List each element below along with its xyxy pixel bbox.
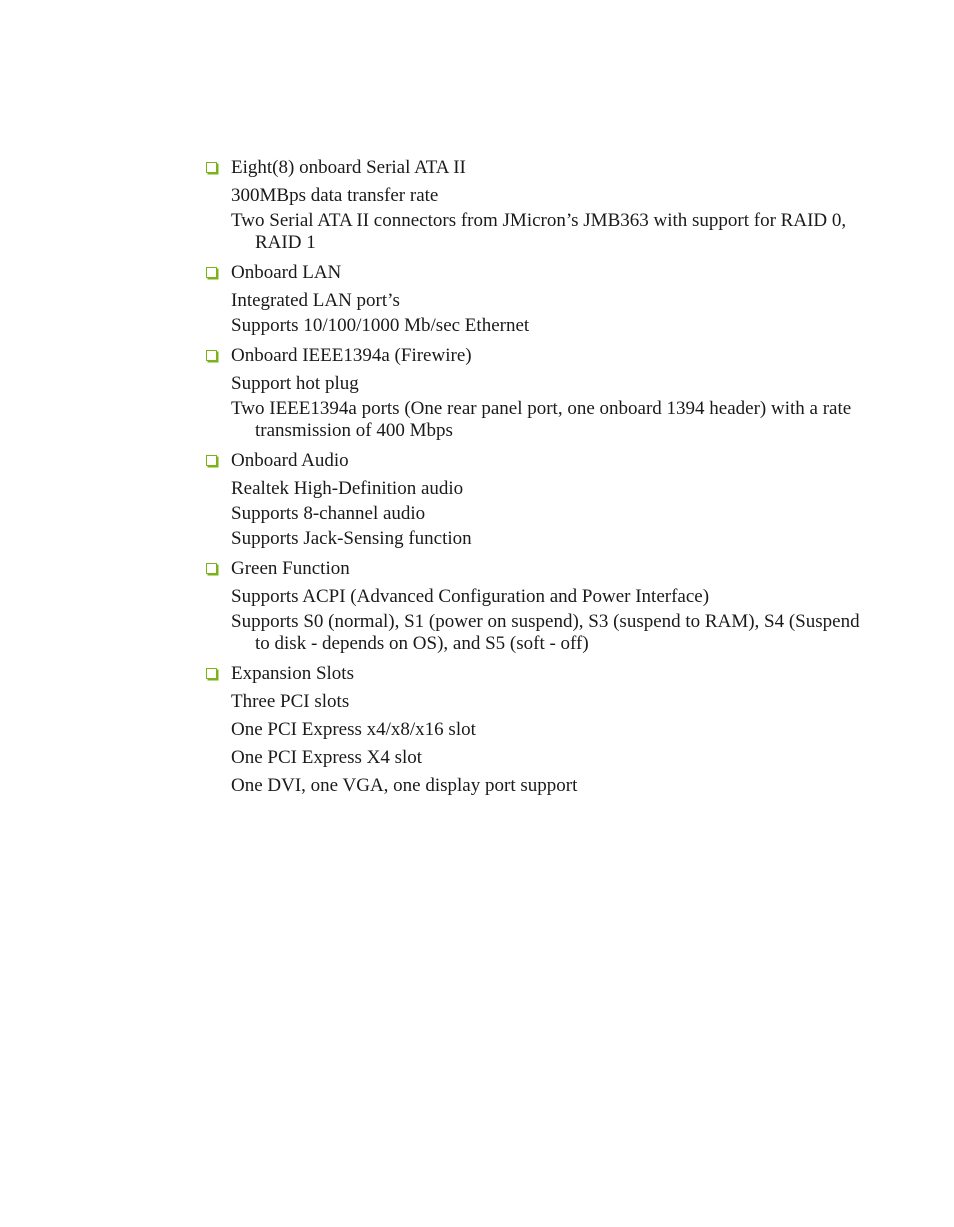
checkbox-square-icon bbox=[206, 455, 217, 466]
list-item: Supports S0 (normal), S1 (power on suspend), S3 (suspend to RAM), S4 (Suspend to disk - depends on OS), and S5 (soft - off) bbox=[231, 611, 860, 654]
list-item: Supports 8-channel audio bbox=[231, 503, 426, 524]
list-item: Two Serial ATA II connectors from JMicron’s JMB363 with support for RAID 0, RAID 1 bbox=[231, 210, 847, 253]
list-item: Realtek High-Definition audio bbox=[231, 478, 464, 499]
list-item: Three PCI slots bbox=[231, 691, 350, 712]
section-title: Onboard Audio bbox=[231, 450, 349, 471]
section-title: Green Function bbox=[231, 558, 350, 579]
sub-list bbox=[206, 185, 866, 254]
sub-list bbox=[206, 691, 866, 797]
section-serial-ata bbox=[206, 156, 866, 254]
section-title: Onboard IEEE1394a (Firewire) bbox=[231, 345, 472, 366]
sub-list bbox=[206, 290, 866, 337]
list-item: Two IEEE1394a ports (One rear panel port, one onboard 1394 header) with a rate transmission of 400 Mbps bbox=[231, 398, 852, 441]
section-heading bbox=[206, 662, 866, 686]
list-item: One DVI, one VGA, one display port support bbox=[231, 775, 578, 796]
section-heading bbox=[206, 449, 866, 473]
list-item: Supports Jack-Sensing function bbox=[231, 528, 472, 549]
section-title: Expansion Slots bbox=[231, 663, 354, 684]
checkbox-square-icon bbox=[206, 162, 217, 173]
list-item: One PCI Express X4 slot bbox=[231, 747, 423, 768]
list-item: Supports 10/100/1000 Mb/sec Ethernet bbox=[231, 315, 530, 336]
section-expansion-slots bbox=[206, 662, 866, 797]
list-item: One PCI Express x4/x8/x16 slot bbox=[231, 719, 476, 740]
list-item: 300MBps data transfer rate bbox=[231, 185, 439, 206]
list-item: Supports ACPI (Advanced Configuration and Power Interface) bbox=[231, 586, 710, 607]
checkbox-square-icon bbox=[206, 350, 217, 361]
section-heading bbox=[206, 557, 866, 581]
section-firewire bbox=[206, 344, 866, 442]
sub-list bbox=[206, 586, 866, 655]
section-heading bbox=[206, 344, 866, 368]
sub-list bbox=[206, 373, 866, 442]
checkbox-square-icon bbox=[206, 563, 217, 574]
section-onboard-lan bbox=[206, 261, 866, 337]
section-heading bbox=[206, 156, 866, 180]
section-onboard-audio bbox=[206, 449, 866, 550]
section-title: Onboard LAN bbox=[231, 262, 342, 283]
section-green-function bbox=[206, 557, 866, 655]
section-title: Eight(8) onboard Serial ATA II bbox=[231, 157, 466, 178]
checkbox-square-icon bbox=[206, 668, 217, 679]
checkbox-square-icon bbox=[206, 267, 217, 278]
section-heading bbox=[206, 261, 866, 285]
feature-list bbox=[206, 156, 866, 804]
list-item: Support hot plug bbox=[231, 373, 359, 394]
list-item: Integrated LAN port’s bbox=[231, 290, 400, 311]
sub-list bbox=[206, 478, 866, 550]
